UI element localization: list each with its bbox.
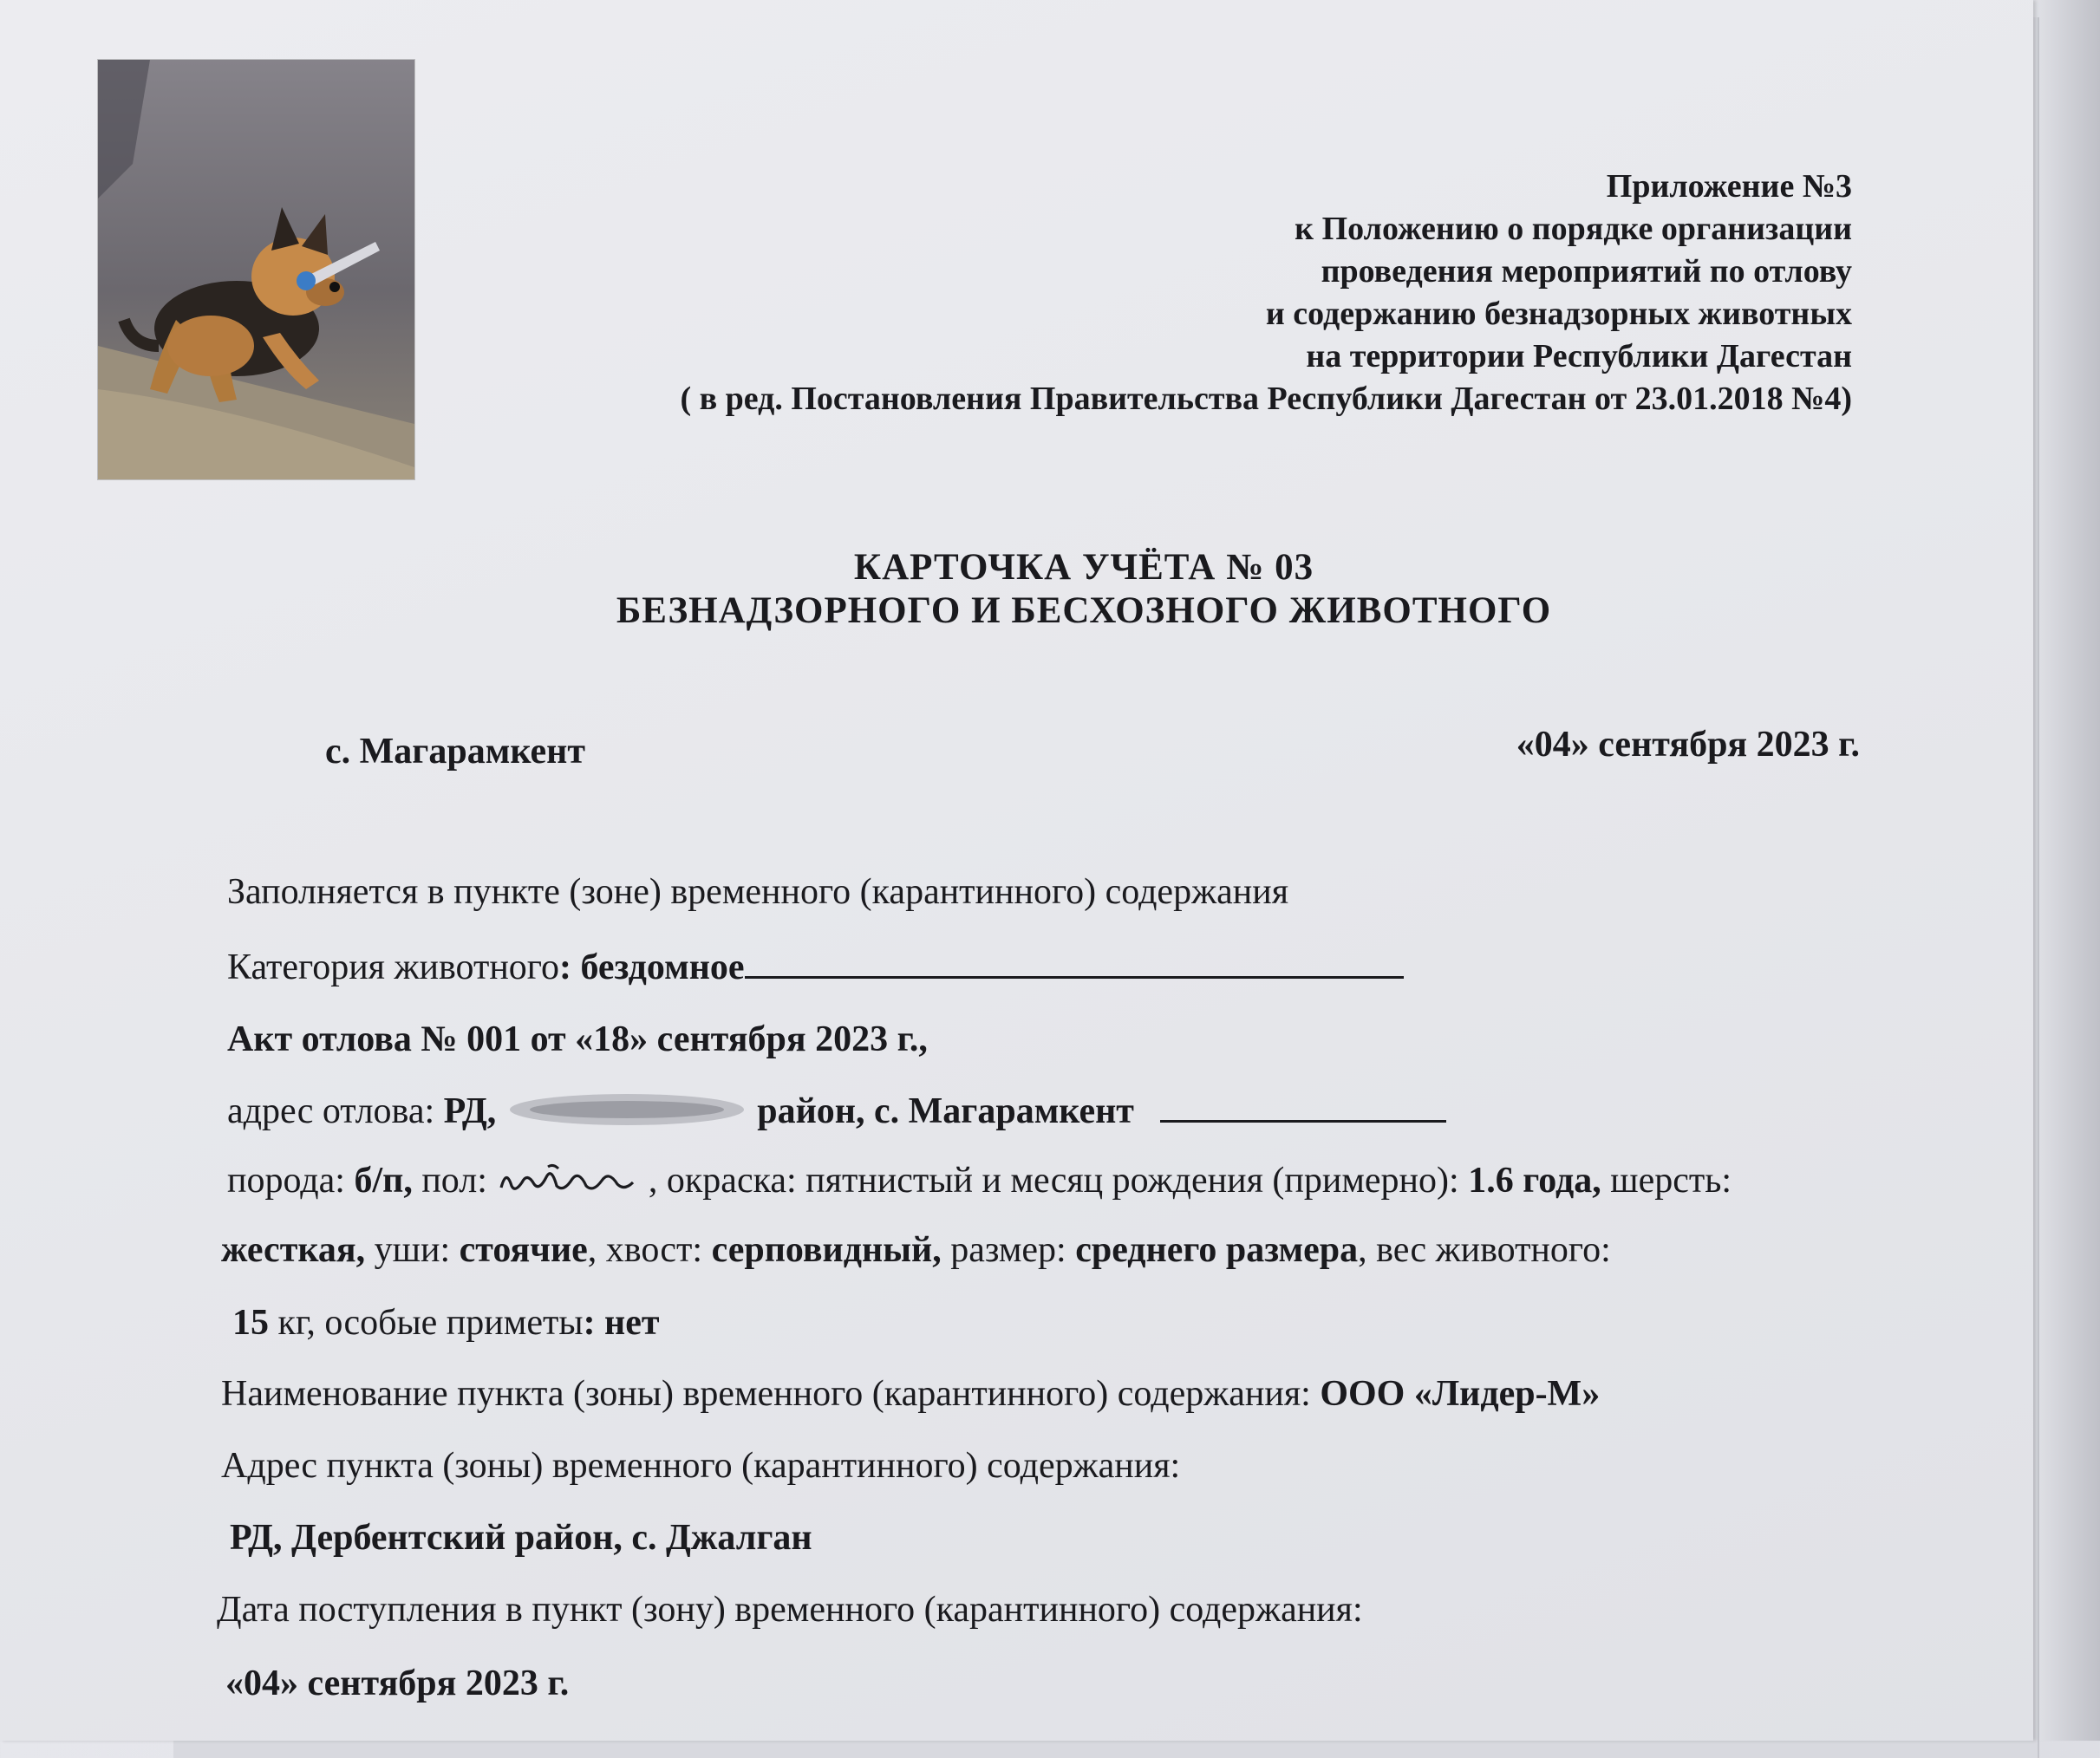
blank-line <box>1160 1091 1446 1123</box>
ears-value: стоячие <box>459 1230 588 1270</box>
ears-label: уши: <box>365 1230 460 1270</box>
facility-address-value: РД, Дербентский район, с. Джалган <box>230 1518 812 1558</box>
dog-photo-image <box>98 60 414 479</box>
category-value: : бездомное <box>558 947 745 987</box>
header-line-1: к Положению о порядке организации <box>1295 211 1852 247</box>
fur-ears-tail-line <box>221 1229 1611 1271</box>
facility-address-label: Адрес пункта (зоны) временного (карантинного) содержания: <box>221 1446 1181 1486</box>
card-title-line-2: БЕЗНАДЗОРНОГО И БЕСХОЗНОГО ЖИВОТНОГО <box>616 590 1552 631</box>
sex-label: пол: <box>412 1161 497 1201</box>
capture-address-rest: район, с. Магарамкент <box>747 1091 1134 1132</box>
blank-line <box>745 947 1404 979</box>
card-title-line-1: КАРТОЧКА УЧЁТА № 03 <box>853 547 1314 588</box>
header-line-2: проведения мероприятий по отлову <box>1321 253 1852 290</box>
weight-line <box>232 1302 660 1344</box>
handwritten-sex <box>496 1160 639 1208</box>
act-date: от «18» сентября 2023 г., <box>521 1019 928 1059</box>
tail-label: , хвост: <box>587 1230 712 1270</box>
arrival-date-label: Дата поступления в пункт (зону) временного (карантинного) содержания: <box>217 1590 1363 1630</box>
marks-label: кг, особые приметы <box>269 1303 584 1343</box>
breed-label: порода: <box>227 1161 355 1201</box>
place: с. Магарамкент <box>325 732 585 772</box>
arrival-date-value: «04» сентября 2023 г. <box>225 1664 570 1703</box>
capture-address-region: РД, <box>443 1091 505 1132</box>
tail-value: серповидный, <box>711 1230 942 1270</box>
age-value: 1.6 года, <box>1468 1161 1601 1201</box>
color-text: , окраска: пятнистый и месяц рождения (примерно): <box>639 1161 1469 1201</box>
act-number: Акт отлова № 00 <box>227 1019 504 1059</box>
category-label: Категория животного <box>227 947 559 987</box>
facility-name-label: Наименование пункта (зоны) временного (карантинного) содержания: <box>221 1374 1321 1414</box>
category-line <box>227 947 1404 988</box>
fur-value: жесткая, <box>221 1230 366 1270</box>
capture-address-label: адрес отлова: <box>227 1091 444 1132</box>
size-label: размер: <box>941 1230 1076 1270</box>
marks-value: : нет <box>583 1303 660 1343</box>
header-line-5: ( в ред. Постановления Правительства Республики Дагестан от 23.01.2018 №4) <box>680 381 1852 417</box>
breed-line <box>227 1160 1732 1208</box>
act-line <box>227 1019 928 1060</box>
fill-note: Заполняется в пункте (зоне) временного (карантинного) содержания <box>227 872 1289 912</box>
fur-label: шерсть: <box>1601 1161 1732 1201</box>
weight-label: , вес животного: <box>1358 1230 1611 1270</box>
size-value: среднего размера <box>1075 1230 1359 1270</box>
card-date: «04» сентября 2023 г. <box>1516 725 1860 765</box>
weight-value: 15 <box>232 1303 269 1343</box>
header-line-3: и содержанию безнадзорных животных <box>1265 296 1852 332</box>
facility-name-line <box>221 1373 1600 1415</box>
breed-value: б/п, <box>354 1161 413 1201</box>
blurred-district-stamp <box>505 1091 748 1138</box>
header-line-4: на территории Республики Дагестан <box>1306 338 1852 374</box>
facility-name-value: ООО «Лидер-М» <box>1320 1374 1601 1414</box>
dog-photo <box>97 59 415 480</box>
capture-address-line <box>227 1091 1446 1138</box>
appendix-title: Приложение №3 <box>1606 168 1852 205</box>
act-number-digit: 1 <box>503 1019 522 1059</box>
